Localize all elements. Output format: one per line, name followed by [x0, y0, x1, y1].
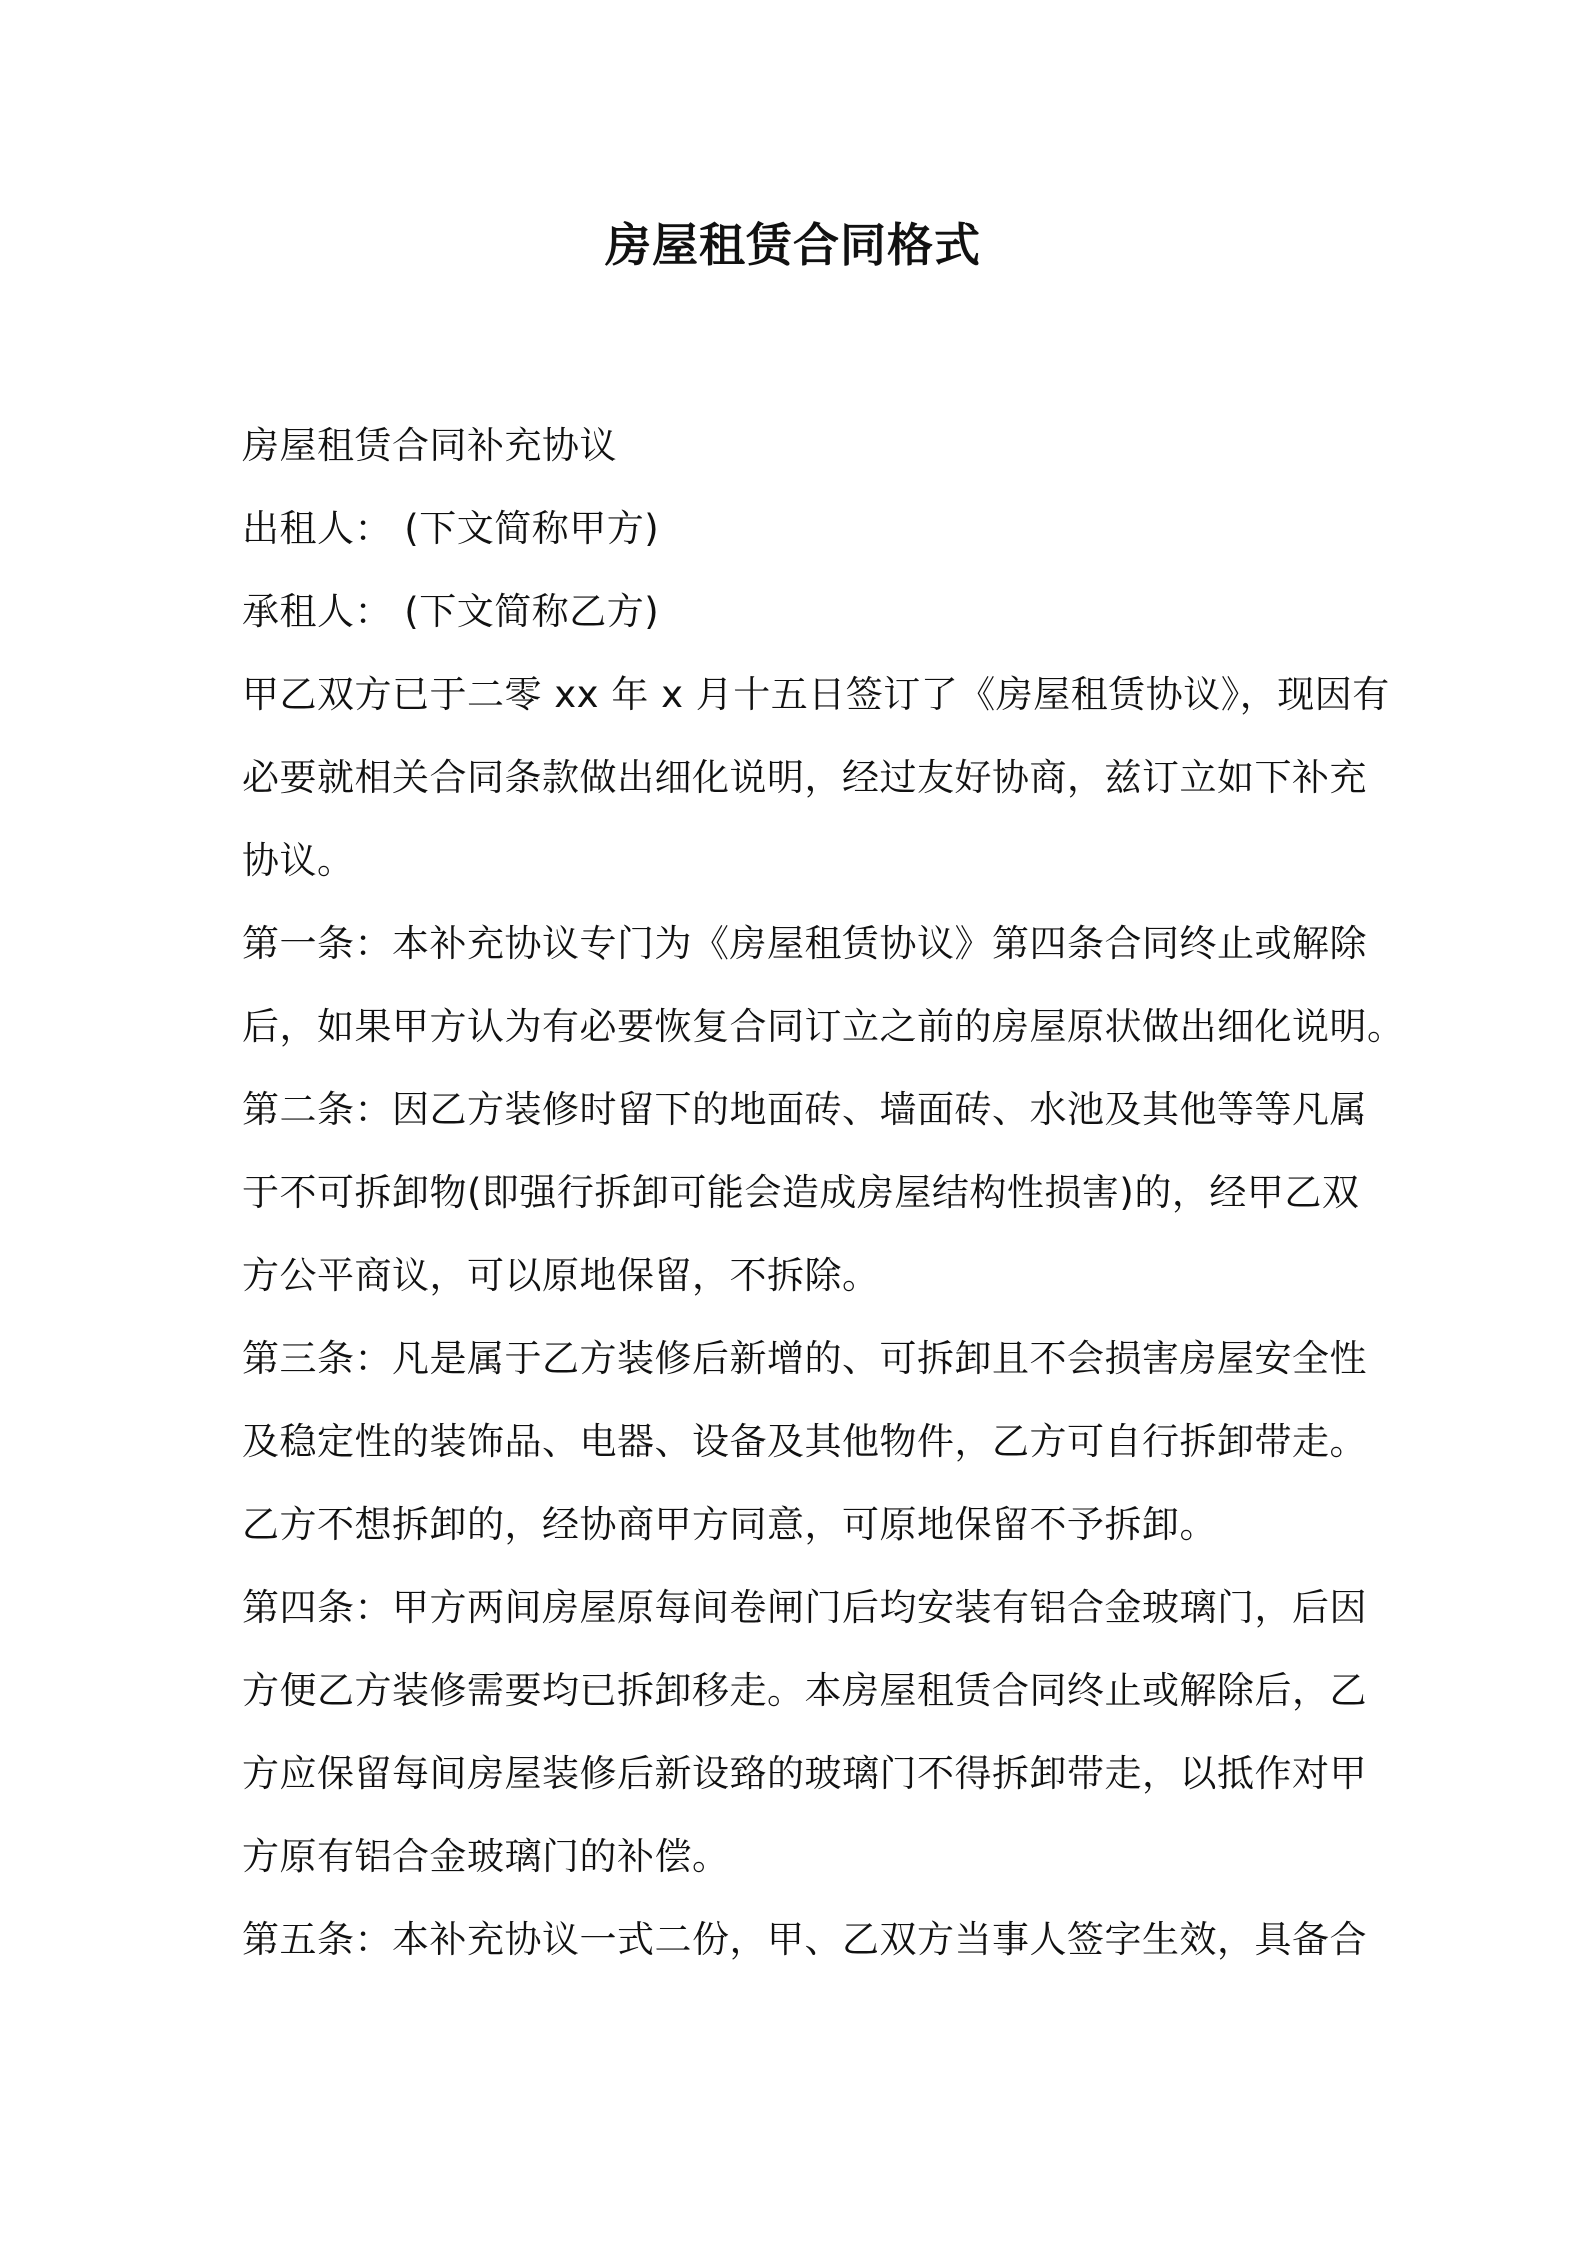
text-line: 第二条：因乙方装修时留下的地面砖、墙面砖、水池及其他等等凡属: [242, 1088, 1367, 1131]
text-line: 及稳定性的装饰品、电器、设备及其他物件，乙方可自行拆卸带走。: [242, 1420, 1367, 1463]
document-body: [242, 404, 1405, 1981]
text-line: 第三条：凡是属于乙方装修后新增的、可拆卸且不会损害房屋安全性: [242, 1337, 1367, 1380]
text-line: 于不可拆卸物(即强行拆卸可能会造成房屋结构性损害)的，经甲乙双: [242, 1171, 1360, 1214]
text-line: 甲乙双方已于二零 xx 年 x 月十五日签订了《房屋租赁协议》，现因有: [242, 673, 1390, 716]
text-line: 第五条：本补充协议一式二份，甲、乙双方当事人签字生效，具备合: [242, 1918, 1367, 1961]
text-line: 必要就相关合同条款做出细化说明，经过友好协商，兹订立如下补充: [242, 756, 1367, 799]
text-line: 后，如果甲方认为有必要恢复合同订立之前的房屋原状做出细化说明。: [242, 1005, 1405, 1048]
text-line: 方便乙方装修需要均已拆卸移走。本房屋租赁合同终止或解除后，乙: [242, 1669, 1367, 1712]
text-line: 协议。: [242, 839, 355, 882]
text-line: 承租人： (下文简称乙方): [242, 590, 660, 633]
text-line: 乙方不想拆卸的，经协商甲方同意，可原地保留不予拆卸。: [242, 1503, 1217, 1546]
text-line: 第一条：本补充协议专门为《房屋租赁协议》第四条合同终止或解除: [242, 922, 1367, 965]
text-line: 方公平商议，可以原地保留，不拆除。: [242, 1254, 880, 1297]
text-line: 第四条：甲方两间房屋原每间卷闸门后均安装有铝合金玻璃门，后因: [242, 1586, 1367, 1629]
text-line: 方原有铝合金玻璃门的补偿。: [242, 1835, 730, 1878]
text-line: 出租人： (下文简称甲方): [242, 507, 660, 550]
document-title: 房屋租赁合同格式: [605, 218, 981, 272]
text-line: 方应保留每间房屋装修后新设臵的玻璃门不得拆卸带走，以抵作对甲: [242, 1752, 1367, 1795]
text-line: 房屋租赁合同补充协议: [242, 424, 617, 467]
